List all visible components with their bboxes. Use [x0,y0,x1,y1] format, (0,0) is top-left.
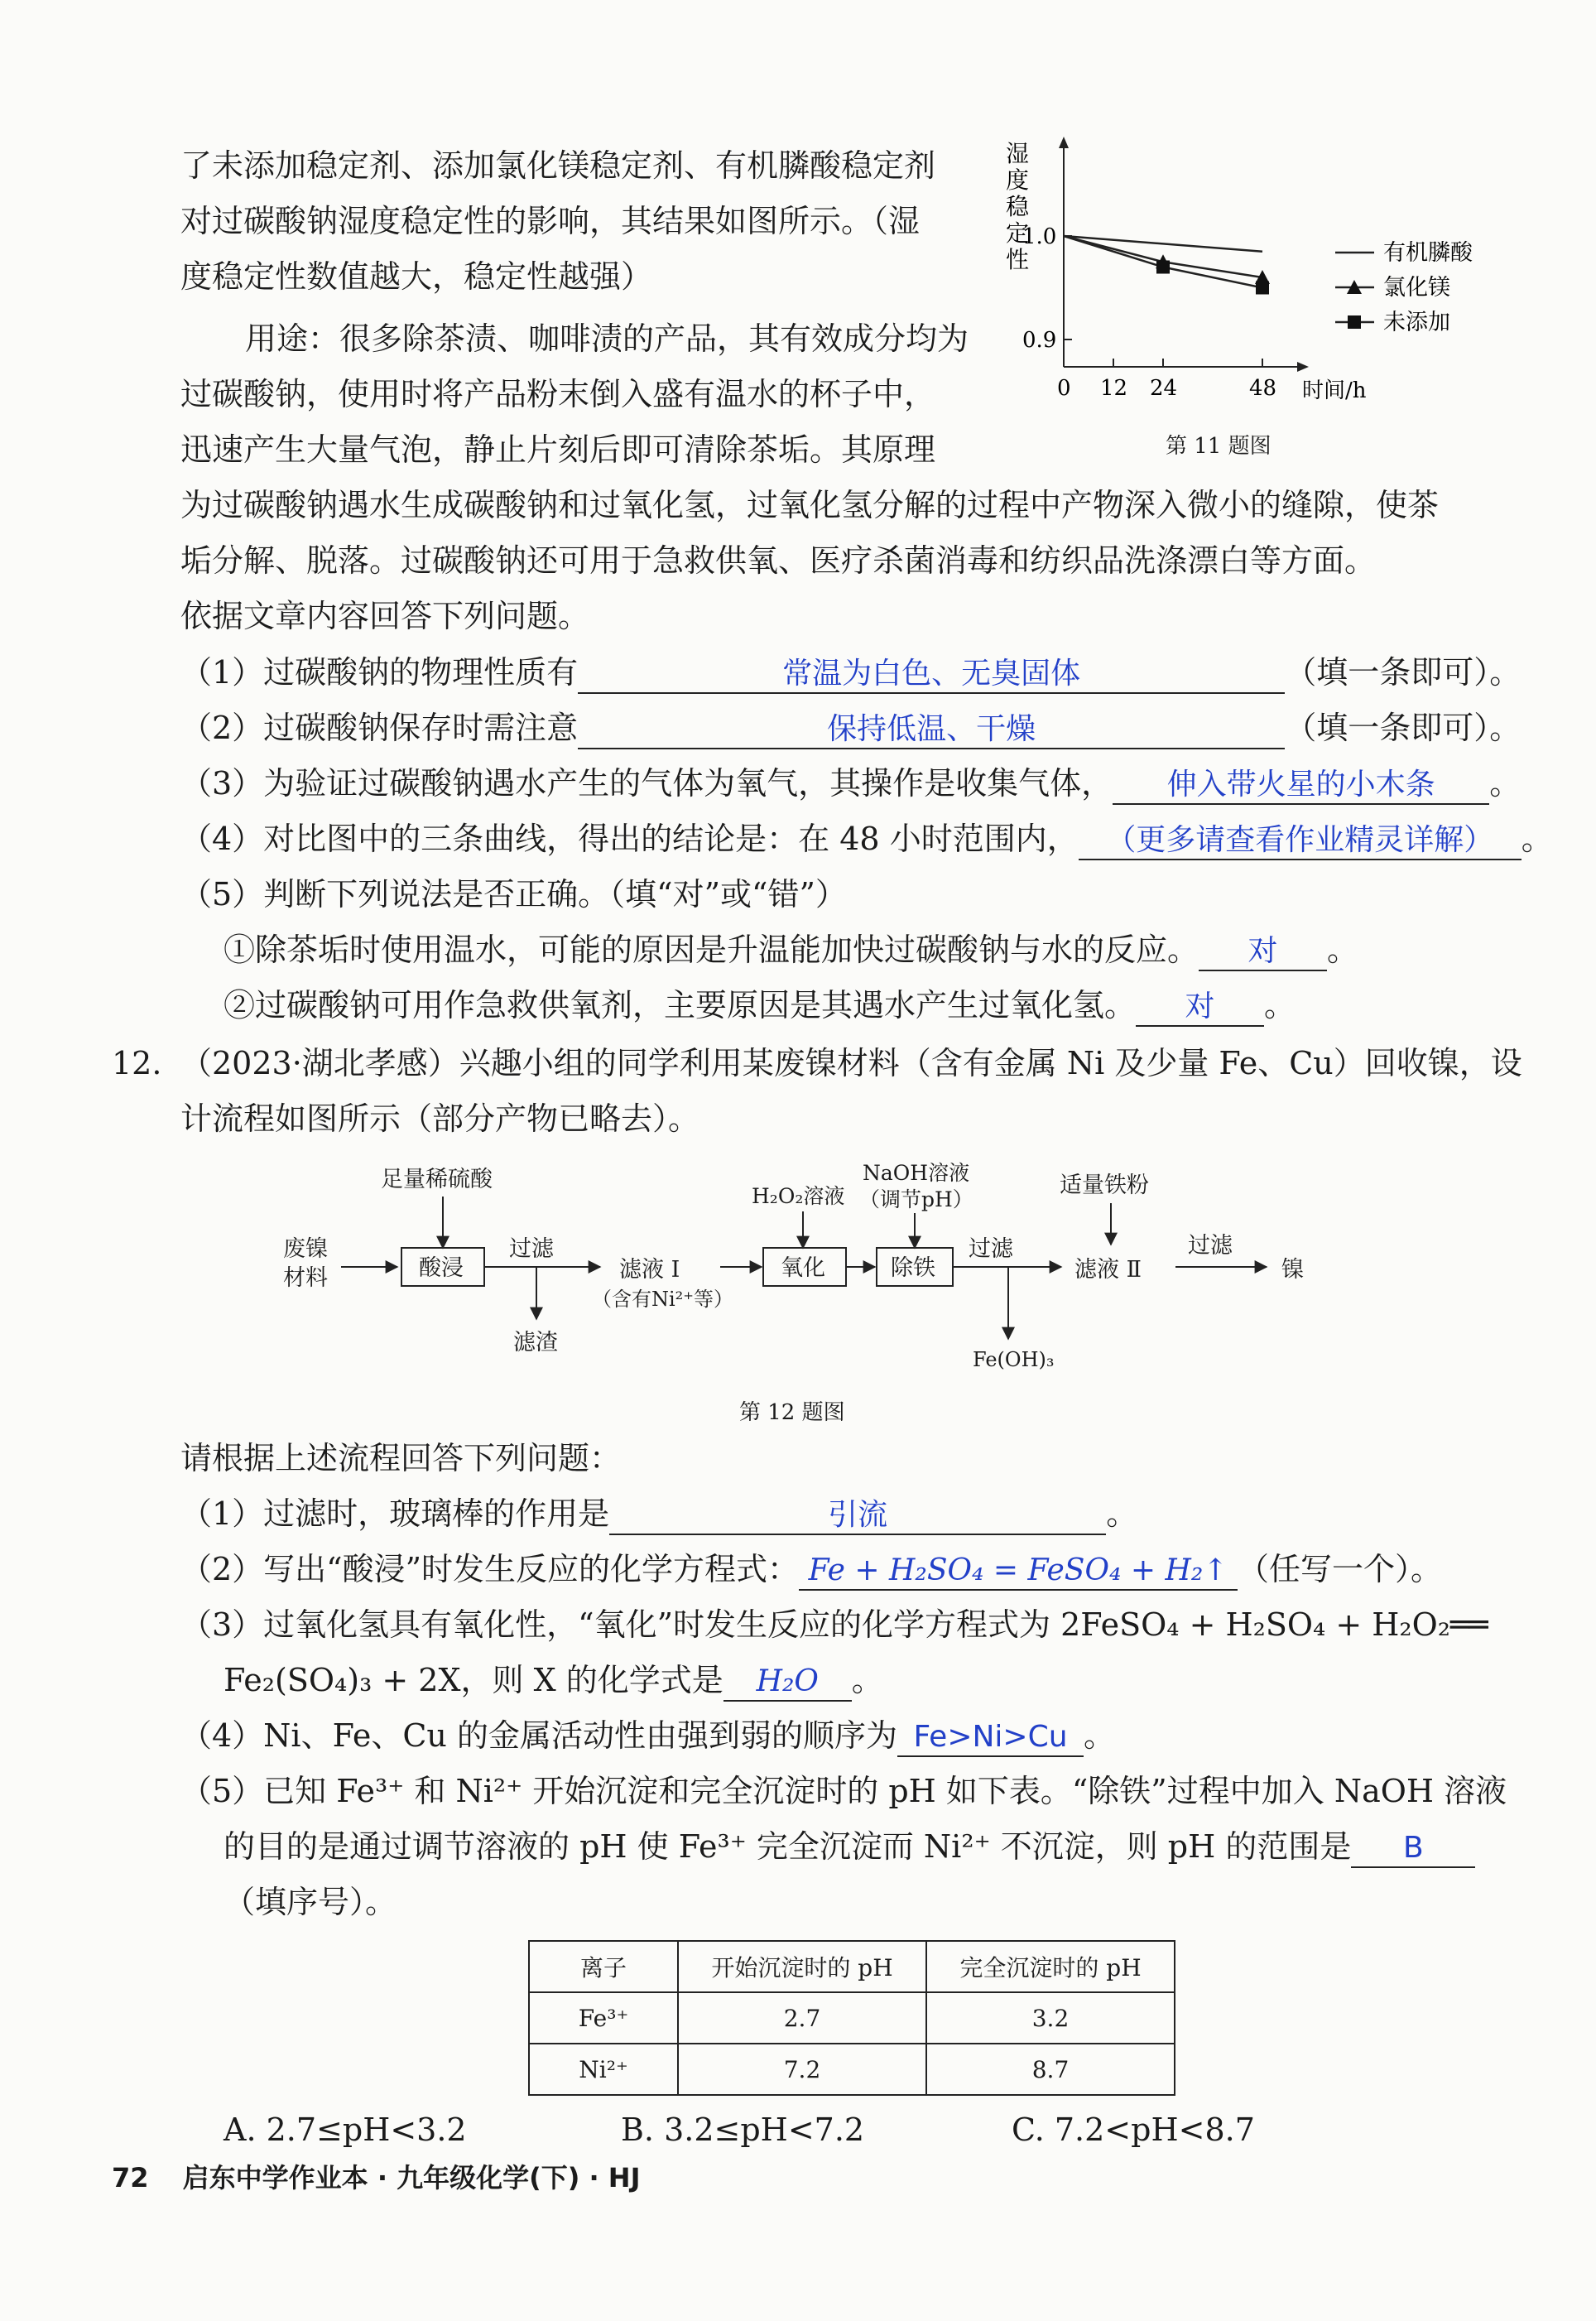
chart-y-label-char: 定 [1006,219,1030,247]
passage-line-7: 为过碳酸钠遇水生成碳酸钠和过氧化氢，过氧化氢分解的过程中产物深入微小的缝隙，使茶 [180,487,1440,523]
flow-filtrate-1-note: （含有Ni²⁺等） [592,1288,733,1311]
q11-5b-period: 。 [1264,987,1296,1023]
q11-1-text: （1）过碳酸钠的物理性质有 [180,654,579,691]
q12-4-answer: Fe>Ni>Cu [913,1720,1068,1754]
page-number: 72 [112,2162,149,2193]
x-tick-label: 0 [1057,376,1071,401]
legend-label: 有机膦酸 [1383,240,1473,266]
q12-2-answer: Fe + H₂SO₄ = FeSO₄ + H₂↑ [808,1553,1228,1587]
q11-2-text: （2）过碳酸钠保存时需注意 [180,710,579,746]
ph-table-row [529,1992,1175,2044]
flow-waste-line1: 废镍 [283,1236,328,1262]
q12-1-period: 。 [1106,1495,1138,1532]
q12-1-text: （1）过滤时，玻璃棒的作用是 [180,1495,610,1532]
q12-2-tail: （任写一个）。 [1238,1551,1443,1587]
humidity-stability-chart [989,137,1502,476]
option-b: B. 3.2≤pH<7.2 [621,2112,865,2148]
q11-2-answer: 保持低温、干燥 [827,712,1036,746]
flow-naoh-1: NaOH溶液 [863,1161,970,1185]
chart-y-label-char: 稳 [1006,193,1030,220]
q11-2-answer-blank[interactable] [578,711,1285,749]
q11-5b-answer: 对 [1185,990,1215,1023]
q11-3-answer: 伸入带火星的小木条 [1166,768,1435,802]
q11-5: （5）判断下列说法是否正确。（填“对”或“错”） [180,876,847,913]
q12-2-answer-blank[interactable] [799,1553,1238,1591]
ph-table-row [529,2044,1175,2095]
flow-h2o2: H₂O₂溶液 [752,1184,845,1208]
x-tick-label: 48 [1249,376,1277,401]
flow-caption: 第 12 题图 [739,1400,845,1425]
ph-table-cell: Ni²⁺ [529,2044,678,2095]
q12-4-period: 。 [1084,1717,1116,1754]
q11-5a-text: ①除茶垢时使用温水，可能的原因是升温能加快过碳酸钠与水的反应。 [224,932,1199,968]
flow-filtrate-1: 滤液 Ⅰ [619,1257,680,1283]
flow-filtrate-2: 滤液 Ⅱ [1074,1257,1142,1283]
q11-2-tail: （填一条即可）。 [1285,710,1521,746]
ph-table-cell: 2.7 [678,1992,926,2044]
q11-4-answer-blank[interactable] [1079,822,1521,860]
x-tick-label: 12 [1100,376,1128,401]
passage-line-3: 度稳定性数值越大，稳定性越强） [180,258,653,295]
passage-line-5: 过碳酸钠，使用时将产品粉末倒入盛有温水的杯子中， [180,376,936,412]
y-axis-arrow [1059,137,1069,148]
q12-2-text: （2）写出“酸浸”时发生反应的化学方程式： [180,1551,800,1587]
q11-5a-answer-blank[interactable] [1199,933,1327,971]
ph-table-header-cell: 开始沉淀时的 pH [678,1941,926,1992]
q11-4-answer: （更多请查看作业精灵详解） [1106,823,1494,857]
ph-table-cell: 8.7 [926,2044,1175,2095]
flow-naoh-2: （调节pH） [859,1187,973,1211]
chart-x-label: 时间/h [1302,378,1367,403]
ph-table [528,1940,1175,2096]
flow-remove-fe: 除铁 [891,1255,935,1281]
q12-5a: （5）已知 Fe³⁺ 和 Ni²⁺ 开始沉淀和完全沉淀时的 pH 如下表。“除铁”过程中加入 NaOH 溶液 [180,1773,1507,1809]
passage-line-1: 了未添加稳定剂、添加氯化镁稳定剂、有机膦酸稳定剂 [180,147,936,184]
q12-1-answer-blank[interactable] [609,1497,1106,1535]
ph-table-header-cell: 离子 [529,1941,678,1992]
q11-5a [224,930,1358,971]
option-c: C. 7.2<pH<8.7 [1012,2112,1255,2148]
y-tick-label: 0.9 [1022,328,1057,353]
q11-5a-answer: 对 [1247,934,1278,968]
flow-filter-2: 过滤 [969,1236,1013,1262]
chart-caption: 第 11 题图 [1166,434,1272,459]
ph-table-cell: 7.2 [678,2044,926,2095]
q11-1-answer-blank[interactable] [578,656,1285,694]
ph-table-cell: 3.2 [926,1992,1175,2044]
flow-iron-powder: 适量铁粉 [1060,1173,1149,1198]
q12-1-answer: 引流 [828,1498,888,1532]
legend-marker [1348,315,1361,329]
passage-line-9: 依据文章内容回答下列问题。 [180,598,590,634]
recovery-flowchart [273,1155,1349,1404]
passage-line-8: 垢分解、脱落。过碳酸钠还可用于急救供氧、医疗杀菌消毒和纺织品洗涤漂白等方面。 [180,542,1377,579]
q11-5a-period: 。 [1327,932,1359,968]
q12-intro-2: 计流程如图所示（部分产物已略去）。 [180,1100,700,1137]
q12-5-answer-blank[interactable] [1351,1830,1475,1868]
q12-4 [180,1716,1115,1757]
q12-5b-text: 的目的是通过调节溶液的 pH 使 Fe³⁺ 完全沉淀而 Ni²⁺ 不沉淀，则 pH 的范围是 [224,1828,1352,1865]
q12-3b-text: Fe₂(SO₄)₃ + 2X，则 X 的化学式是 [224,1662,723,1698]
q12-5b [224,1827,1475,1868]
passage-line-6: 迅速产生大量气泡，静止片刻后即可清除茶垢。其原理 [180,431,936,468]
q11-4-text: （4）对比图中的三条曲线，得出的结论是：在 48 小时范围内， [180,821,1079,857]
q11-3-period: 。 [1489,765,1521,802]
page-footer [112,2157,641,2195]
q12-2 [180,1549,1442,1591]
q12-5-answer: B [1402,1831,1424,1865]
flow-acid-step: 酸浸 [419,1255,464,1281]
passage-line-4: 用途：很多除茶渍、咖啡渍的产品，其有效成分均为 [245,320,969,357]
flow-waste-line2: 材料 [283,1265,328,1291]
q12-3b [224,1660,883,1702]
ph-table-header-cell: 完全沉淀时的 pH [926,1941,1175,1992]
q11-3 [180,763,1521,805]
legend-label: 氯化镁 [1383,275,1450,301]
q12-intro-1: （2023·湖北孝感）兴趣小组的同学利用某废镍材料（含有金属 Ni 及少量 Fe、Cu）回收镍，设 [180,1045,1522,1081]
flow-filter-3: 过滤 [1188,1233,1233,1259]
series-point [1156,261,1170,274]
chart-y-label [1006,140,1030,273]
option-a: A. 2.7≤pH<3.2 [224,2112,467,2148]
q11-1-tail: （填一条即可）。 [1285,654,1521,691]
q11-1-answer: 常温为白色、无臭固体 [782,657,1081,691]
passage-line-2: 对过碳酸钠湿度稳定性的影响，其结果如图所示。（湿 [180,203,921,239]
book-title: 启东中学作业本 · 九年级化学(下) · HJ [182,2162,641,2193]
q12-5c: （填序号）。 [224,1884,397,1920]
q12-3-answer-blank[interactable] [723,1664,852,1702]
q11-5b [224,985,1296,1027]
chart-y-label-char: 度 [1006,166,1030,194]
q12-1 [180,1494,1137,1535]
flow-acid-reagent: 足量稀硫酸 [381,1167,493,1192]
x-axis-arrow [1297,362,1309,372]
series-point [1256,282,1269,295]
flow-filter-1: 过滤 [509,1236,554,1262]
y-tick-label: 1.0 [1022,224,1057,249]
x-tick-label: 24 [1150,376,1178,401]
flow-oxidize: 氧化 [781,1255,825,1281]
q11-2 [180,708,1521,749]
q12-3a: （3）过氧化氢具有氧化性，“氧化”时发生反应的化学方程式为 2FeSO₄ + H₂SO₄ + H₂O₂══ [180,1606,1488,1643]
q11-5b-answer-blank[interactable] [1136,989,1264,1027]
q11-5b-text: ②过碳酸钠可用作急救供氧剂，主要原因是其遇水产生过氧化氢。 [224,987,1137,1023]
q11-1 [180,652,1521,694]
q12-4-answer-blank[interactable] [897,1719,1084,1757]
q11-3-text: （3）为验证过碳酸钠遇水产生的气体为氧气，其操作是收集气体， [180,765,1113,802]
q12-number: 12. [112,1045,162,1081]
q12-3-period: 。 [851,1662,883,1698]
q12-4-text: （4）Ni、Fe、Cu 的金属活动性由强到弱的顺序为 [180,1717,897,1754]
q12-3-answer: H₂O [756,1664,819,1698]
q12-lead: 请根据上述流程回答下列问题： [180,1440,622,1476]
q11-4-period: 。 [1521,821,1553,857]
ph-table-cell: Fe³⁺ [529,1992,678,2044]
ph-table-header [529,1941,1175,1992]
chart-y-label-char: 性 [1006,246,1030,273]
legend-label: 未添加 [1383,310,1450,335]
chart-y-label-char: 湿 [1006,140,1030,167]
flow-product: 镍 [1281,1257,1304,1283]
q11-4 [180,819,1553,860]
q11-3-answer-blank[interactable] [1113,767,1489,805]
flow-residue: 滤渣 [513,1330,558,1356]
flow-feoh3: Fe(OH)₃ [973,1348,1055,1371]
